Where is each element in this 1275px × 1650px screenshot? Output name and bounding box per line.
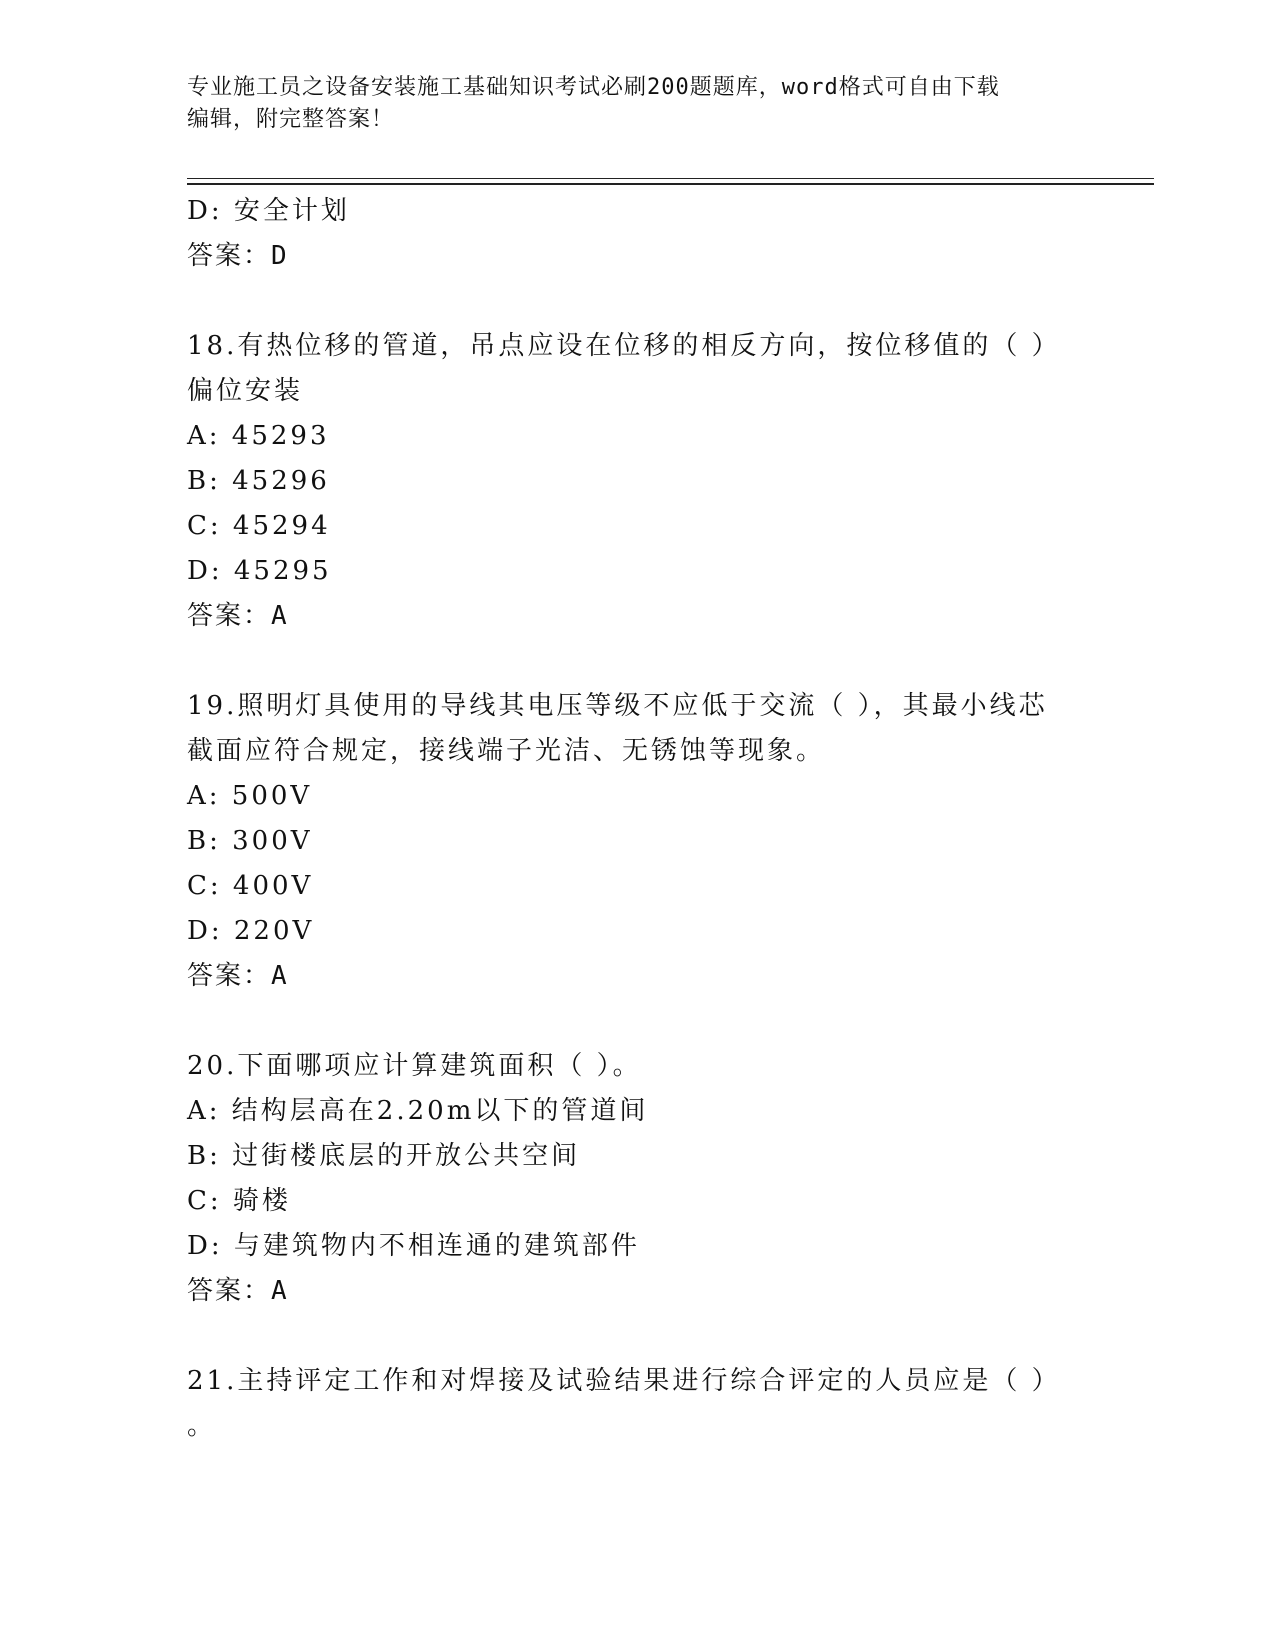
spacer bbox=[187, 279, 1087, 324]
prev-answer: 答案：D bbox=[187, 241, 289, 271]
q20-option-c: C: 骑楼 bbox=[187, 1186, 291, 1216]
spacer bbox=[187, 639, 1087, 684]
q18-option-d: D: 45295 bbox=[187, 556, 332, 586]
q18-text-line-2: 偏位安装 bbox=[187, 376, 304, 406]
q21-text-line-1: 21.主持评定工作和对焊接及试验结果进行综合评定的人员应是（ ） bbox=[187, 1366, 1061, 1396]
q18-option-b: B: 45296 bbox=[187, 466, 330, 496]
spacer bbox=[187, 999, 1087, 1044]
q20-text-line-1: 20.下面哪项应计算建筑面积（ ）。 bbox=[187, 1051, 642, 1081]
q20-option-b: B: 过街楼底层的开放公共空间 bbox=[187, 1141, 581, 1171]
header-divider-thin bbox=[187, 178, 1154, 179]
q20-option-a: A: 结构层高在2.20m以下的管道间 bbox=[187, 1096, 649, 1126]
spacer bbox=[187, 1314, 1087, 1359]
q18-text-line-1: 18.有热位移的管道，吊点应设在位移的相反方向，按位移值的（ ） bbox=[187, 331, 1061, 361]
q19-option-d: D: 220V bbox=[187, 916, 315, 946]
q19-text-line-1: 19.照明灯具使用的导线其电压等级不应低于交流（ ），其最小线芯 bbox=[187, 691, 1048, 721]
q18-option-a: A: 45293 bbox=[187, 421, 330, 451]
q19-answer: 答案：A bbox=[187, 961, 289, 991]
q20-option-d: D: 与建筑物内不相连通的建筑部件 bbox=[187, 1231, 640, 1261]
header-title-line-2: 编辑，附完整答案！ bbox=[187, 107, 395, 132]
q19-option-c: C: 400V bbox=[187, 871, 314, 901]
question-content bbox=[187, 189, 1087, 1449]
q18-option-c: C: 45294 bbox=[187, 511, 331, 541]
header-title-line-1: 专业施工员之设备安装施工基础知识考试必刷200题题库，word格式可自由下载 bbox=[187, 75, 1000, 100]
q19-option-b: B: 300V bbox=[187, 826, 313, 856]
q21-text-line-2: 。 bbox=[187, 1411, 217, 1441]
q19-option-a: A: 500V bbox=[187, 781, 313, 811]
page-header bbox=[187, 72, 1067, 136]
prev-option-d: D: 安全计划 bbox=[187, 196, 350, 226]
header-divider-thick bbox=[187, 183, 1154, 185]
q19-text-line-2: 截面应符合规定，接线端子光洁、无锈蚀等现象。 bbox=[187, 736, 826, 766]
q18-answer: 答案：A bbox=[187, 601, 289, 631]
q20-answer: 答案：A bbox=[187, 1276, 289, 1306]
